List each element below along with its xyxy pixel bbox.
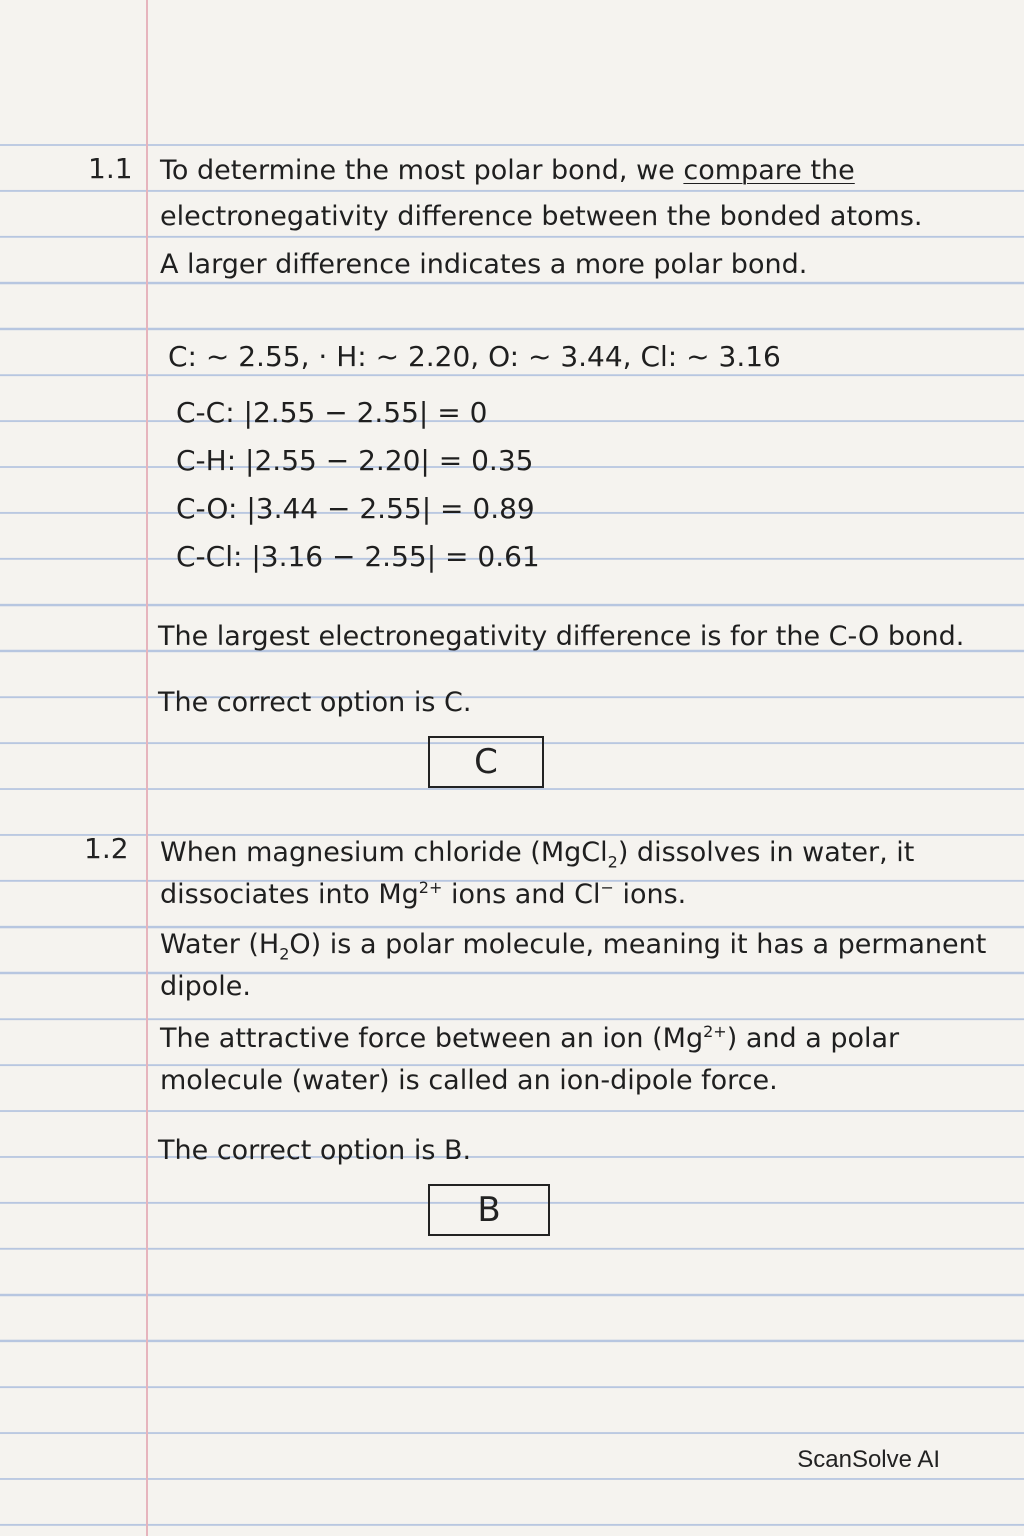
question-number-1-2: 1.2 xyxy=(84,832,129,865)
q2-p3a-post: ) and a polar xyxy=(726,1023,900,1054)
q1-calc-c-o: C-O: |3.44 − 2.55| = 0.89 xyxy=(176,492,535,525)
q2-paragraph-3-line-2: molecule (water) is called an ion-dipole force. xyxy=(160,1065,778,1096)
q1-intro-line-2: electronegativity difference between the bonded atoms. xyxy=(160,201,923,232)
q1-conclusion: The largest electronegativity difference is for the C-O bond. xyxy=(158,621,965,652)
q2-p1b-sup2: − xyxy=(600,878,614,897)
q2-answer-box: B xyxy=(428,1184,550,1236)
q1-calc-c-cl: C-Cl: |3.16 − 2.55| = 0.61 xyxy=(176,540,540,573)
q2-p3a-pre: The attractive force between an ion (Mg xyxy=(160,1023,704,1054)
q1-calc-c-h: C-H: |2.55 − 2.20| = 0.35 xyxy=(176,444,534,477)
q1-intro-line-1-text: To determine the most polar bond, we xyxy=(160,155,684,186)
q1-answer-box: C xyxy=(428,736,544,788)
q1-intro-line-3: A larger difference indicates a more polar bond. xyxy=(160,249,808,280)
q1-intro-line-1-underlined: compare the xyxy=(683,155,855,186)
q2-paragraph-2-line-2: dipole. xyxy=(160,971,251,1002)
q2-p1a-sub: 2 xyxy=(607,852,618,872)
q2-p1a-pre: When magnesium chloride (MgCl xyxy=(160,837,608,868)
q1-calc-c-c: C-C: |2.55 − 2.55| = 0 xyxy=(176,396,488,429)
q1-correct-option-line: The correct option is C. xyxy=(158,687,472,718)
q2-paragraph-1-line-2 xyxy=(160,878,686,912)
q2-p3a-sup: 2+ xyxy=(703,1022,727,1041)
page-top-margin xyxy=(0,0,1024,136)
margin-line xyxy=(146,0,148,1536)
q1-electronegativity-values: C: ~ 2.55, · H: ~ 2.20, O: ~ 3.44, Cl: ~ 3.16 xyxy=(168,340,781,373)
q2-p2a-pre: Water (H xyxy=(160,929,280,960)
q2-paragraph-3-line-1 xyxy=(160,1022,899,1056)
q2-p2a-sub: 2 xyxy=(279,944,290,964)
q1-intro-line-1 xyxy=(160,154,855,188)
q2-paragraph-1-line-1 xyxy=(160,836,914,870)
q2-correct-option-line: The correct option is B. xyxy=(158,1135,472,1166)
q2-p2a-post: O) is a polar molecule, meaning it has a permanent xyxy=(289,929,987,960)
q2-paragraph-2-line-1 xyxy=(160,928,986,962)
q2-p1b-mid: ions and Cl xyxy=(442,879,601,910)
q2-p1b-post: ions. xyxy=(613,879,687,910)
q2-p1b-pre: dissociates into Mg xyxy=(160,879,419,910)
q2-p1b-sup: 2+ xyxy=(418,878,443,897)
q2-p1a-post: ) dissolves in water, it xyxy=(617,837,915,868)
brand-watermark: ScanSolve AI xyxy=(797,1446,940,1473)
question-number-1-1: 1.1 xyxy=(88,152,133,185)
